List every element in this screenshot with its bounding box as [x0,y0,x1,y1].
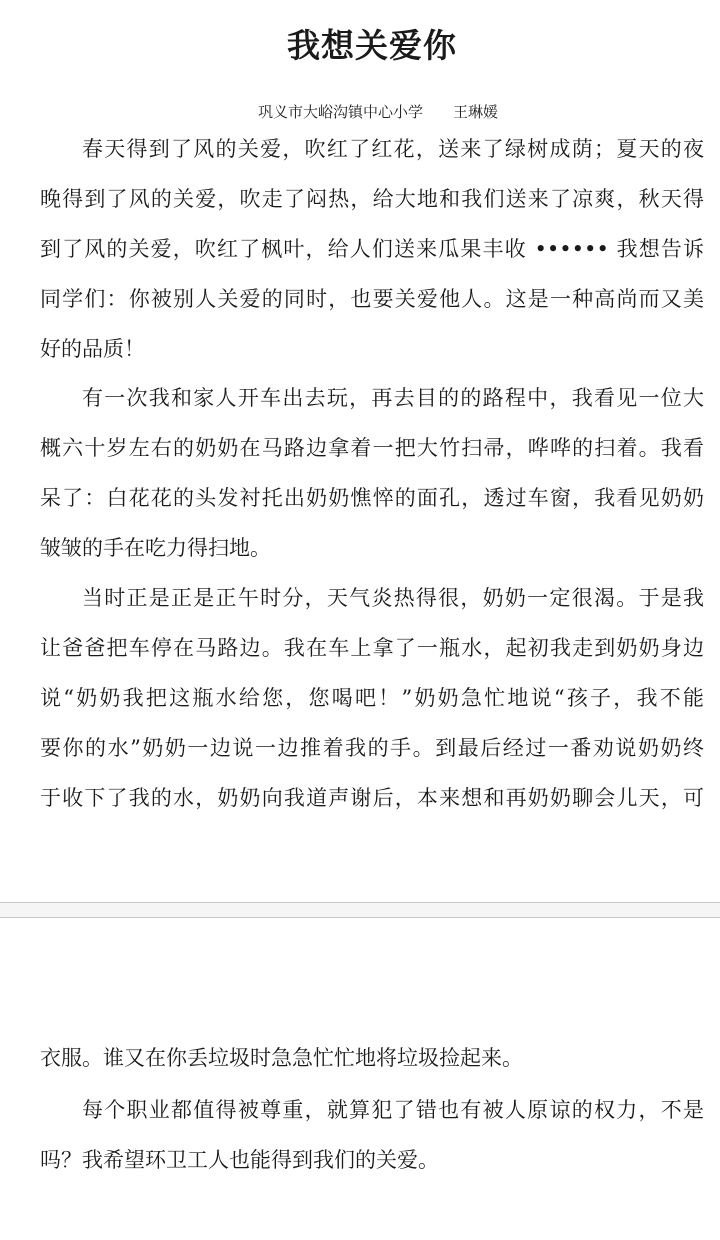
text-line: 皱皱的手在吃力得扫地。 [40,536,271,560]
text-line: 要你的水”奶奶一边说一边推着我的手。到最后经过一番劝说奶奶终 [40,736,704,760]
text-line: 说“奶奶我把这瓶水给您，您喝吧！”奶奶急忙地说“孩子，我不能 [40,686,704,710]
author-name: 王琳媛 [453,103,499,121]
text-line: 好的品质！ [40,337,145,361]
document-title: 我想关爱你 [287,26,457,65]
text-line: 让爸爸把车停在马路边。我在车上拿了一瓶水，起初我走到奶奶身边 [40,636,704,660]
school-name: 巩义市大峪沟镇中心小学 [257,103,423,121]
text-line: 同学们：你被别人关爱的同时，也要关爱他人。这是一种高尚而又美 [40,287,704,311]
text-line: 春天得到了风的关爱，吹红了红花，送来了绿树成荫；夏天的夜 [82,137,704,161]
text-line: 概六十岁左右的奶奶在马路边拿着一把大竹扫帚，哗哗的扫着。我看 [40,436,704,460]
page-separator [0,902,720,918]
text-line: 呆了：白花花的头发衬托出奶奶憔悴的面孔，透过车窗，我看见奶奶 [40,486,704,510]
paragraph-4 [40,1033,704,1083]
paragraph-2 [40,373,704,573]
text-line: 有一次我和家人开车出去玩，再去目的的路程中，我看见一位大 [82,386,704,410]
paragraph-1 [40,124,704,374]
text-line: 于收下了我的水，奶奶向我道声谢后，本来想和再奶奶聊会儿天，可 [40,786,704,810]
paragraph-5 [40,1085,704,1185]
byline [0,101,720,122]
text-line: 到了风的关爱，吹红了枫叶，给人们送来瓜果丰收 •••••• 我想告诉 [40,237,704,261]
text-line: 当时正是正是正午时分，天气炎热得很，奶奶一定很渴。于是我 [82,586,704,610]
text-line: 晚得到了风的关爱，吹走了闷热，给大地和我们送来了凉爽，秋天得 [40,187,704,211]
text-line: 衣服。谁又在你丢垃圾时急急忙忙地将垃圾捡起来。 [40,1046,523,1070]
text-line: 每个职业都值得被尊重，就算犯了错也有被人原谅的权力，不是 [82,1098,704,1122]
paragraph-3 [40,573,704,823]
text-line: 吗？我希望环卫工人也能得到我们的关爱。 [40,1148,439,1172]
